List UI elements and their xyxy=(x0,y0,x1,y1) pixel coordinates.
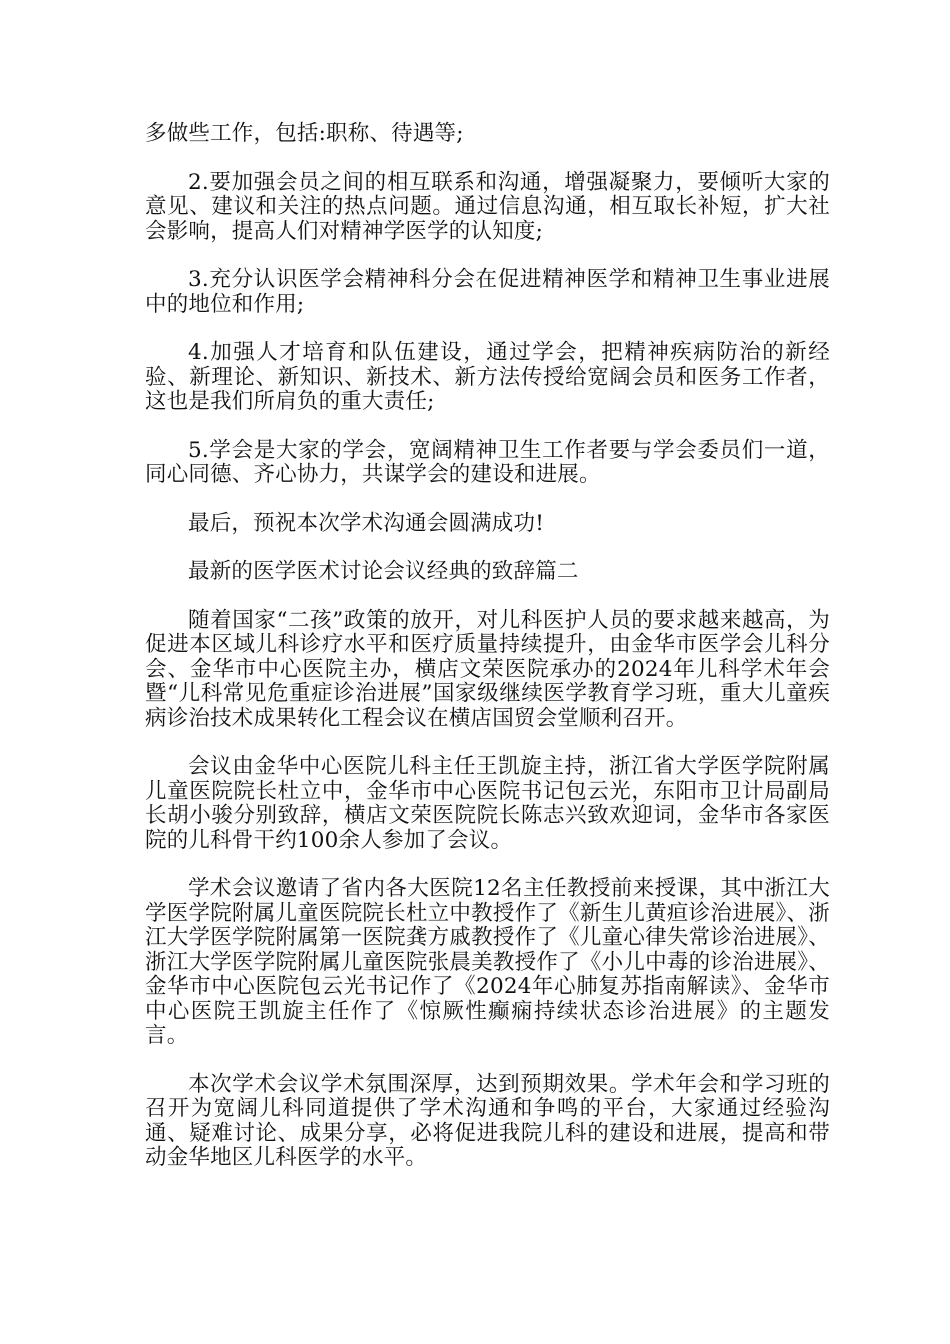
document-body xyxy=(145,122,830,1195)
paragraph-item-3: 3.充分认识医学会精神科分会在促进精神医学和精神卫生事业进展中的地位和作用; xyxy=(145,267,830,317)
paragraph-item-2: 2.要加强会员之间的相互联系和沟通，增强凝聚力，要倾听大家的意见、建议和关注的热点问题。通过信息沟通，相互取长补短，扩大社会影响，提高人们对精神学医学的认知度; xyxy=(145,169,830,244)
paragraph-meeting-intro: 随着国家“二孩”政策的放开，对儿科医护人员的要求越来越高，为促进本区域儿科诊疗水平和医疗质量持续提升，由金华市医学会儿科分会、金华市中心医院主办，横店文荣医院承办的2024年儿科学术年会暨“儿科常见危重症诊治进展”国家级继续医学教育学习班，重大儿童疾病诊治技术成果转化工程会议在横店国贸会堂顺利召开。 xyxy=(145,607,830,731)
paragraph-item-4: 4.加强人才培育和队伍建设，通过学会，把精神疾病防治的新经验、新理论、新知识、新技术、新方法传授给宽阔会员和医务工作者，这也是我们所肩负的重大责任; xyxy=(145,340,830,414)
paragraph-continuation: 多做些工作，包括:职称、待遇等; xyxy=(145,121,464,146)
paragraph-summary: 本次学术会议学术氛围深厚，达到预期效果。学术年会和学习班的召开为宽阔儿科同道提供了学术沟通和争鸣的平台，大家通过经验沟通、疑难讨论、成果分享，必将促进我院儿科的建设和进展，提高和带动金华地区儿科医学的水平。 xyxy=(145,1071,830,1170)
paragraph-closing-wish: 最后，预祝本次学术沟通会圆满成功! xyxy=(188,510,545,536)
paragraph-lectures: 学术会议邀请了省内各大医院12名主任教授前来授课，其中浙江大学医学院附属儿童医院院长杜立中教授作了《新生儿黄疸诊治进展》、浙江大学医学院附属第一医院龚方戚教授作了《儿童心律失常诊治进展》、浙江大学医学院附属儿童医院张晨美教授作了《小儿中毒的诊治进展》、金华市中心医院包云光书记作了《2024年心肺复苏指南解读》、金华市中心医院王凯旋主任作了《惊厥性癫痫持续状态诊治进展》的主题发言。 xyxy=(145,876,830,1048)
paragraph-item-5: 5.学会是大家的学会，宽阔精神卫生工作者要与学会委员们一道，同心同德、齐心协力，共谋学会的建设和进展。 xyxy=(145,437,830,487)
paragraph-meeting-host: 会议由金华中心医院儿科主任王凯旋主持，浙江省大学医学院附属儿童医院院长杜立中，金华市中心医院书记包云光，东阳市卫计局副局长胡小骏分别致辞，横店文荣医院院长陈志兴致欢迎词，金华市各家医院的儿科骨干约100余人参加了会议。 xyxy=(145,754,830,853)
section-heading: 最新的医学医术讨论会议经典的致辞篇二 xyxy=(188,559,579,584)
